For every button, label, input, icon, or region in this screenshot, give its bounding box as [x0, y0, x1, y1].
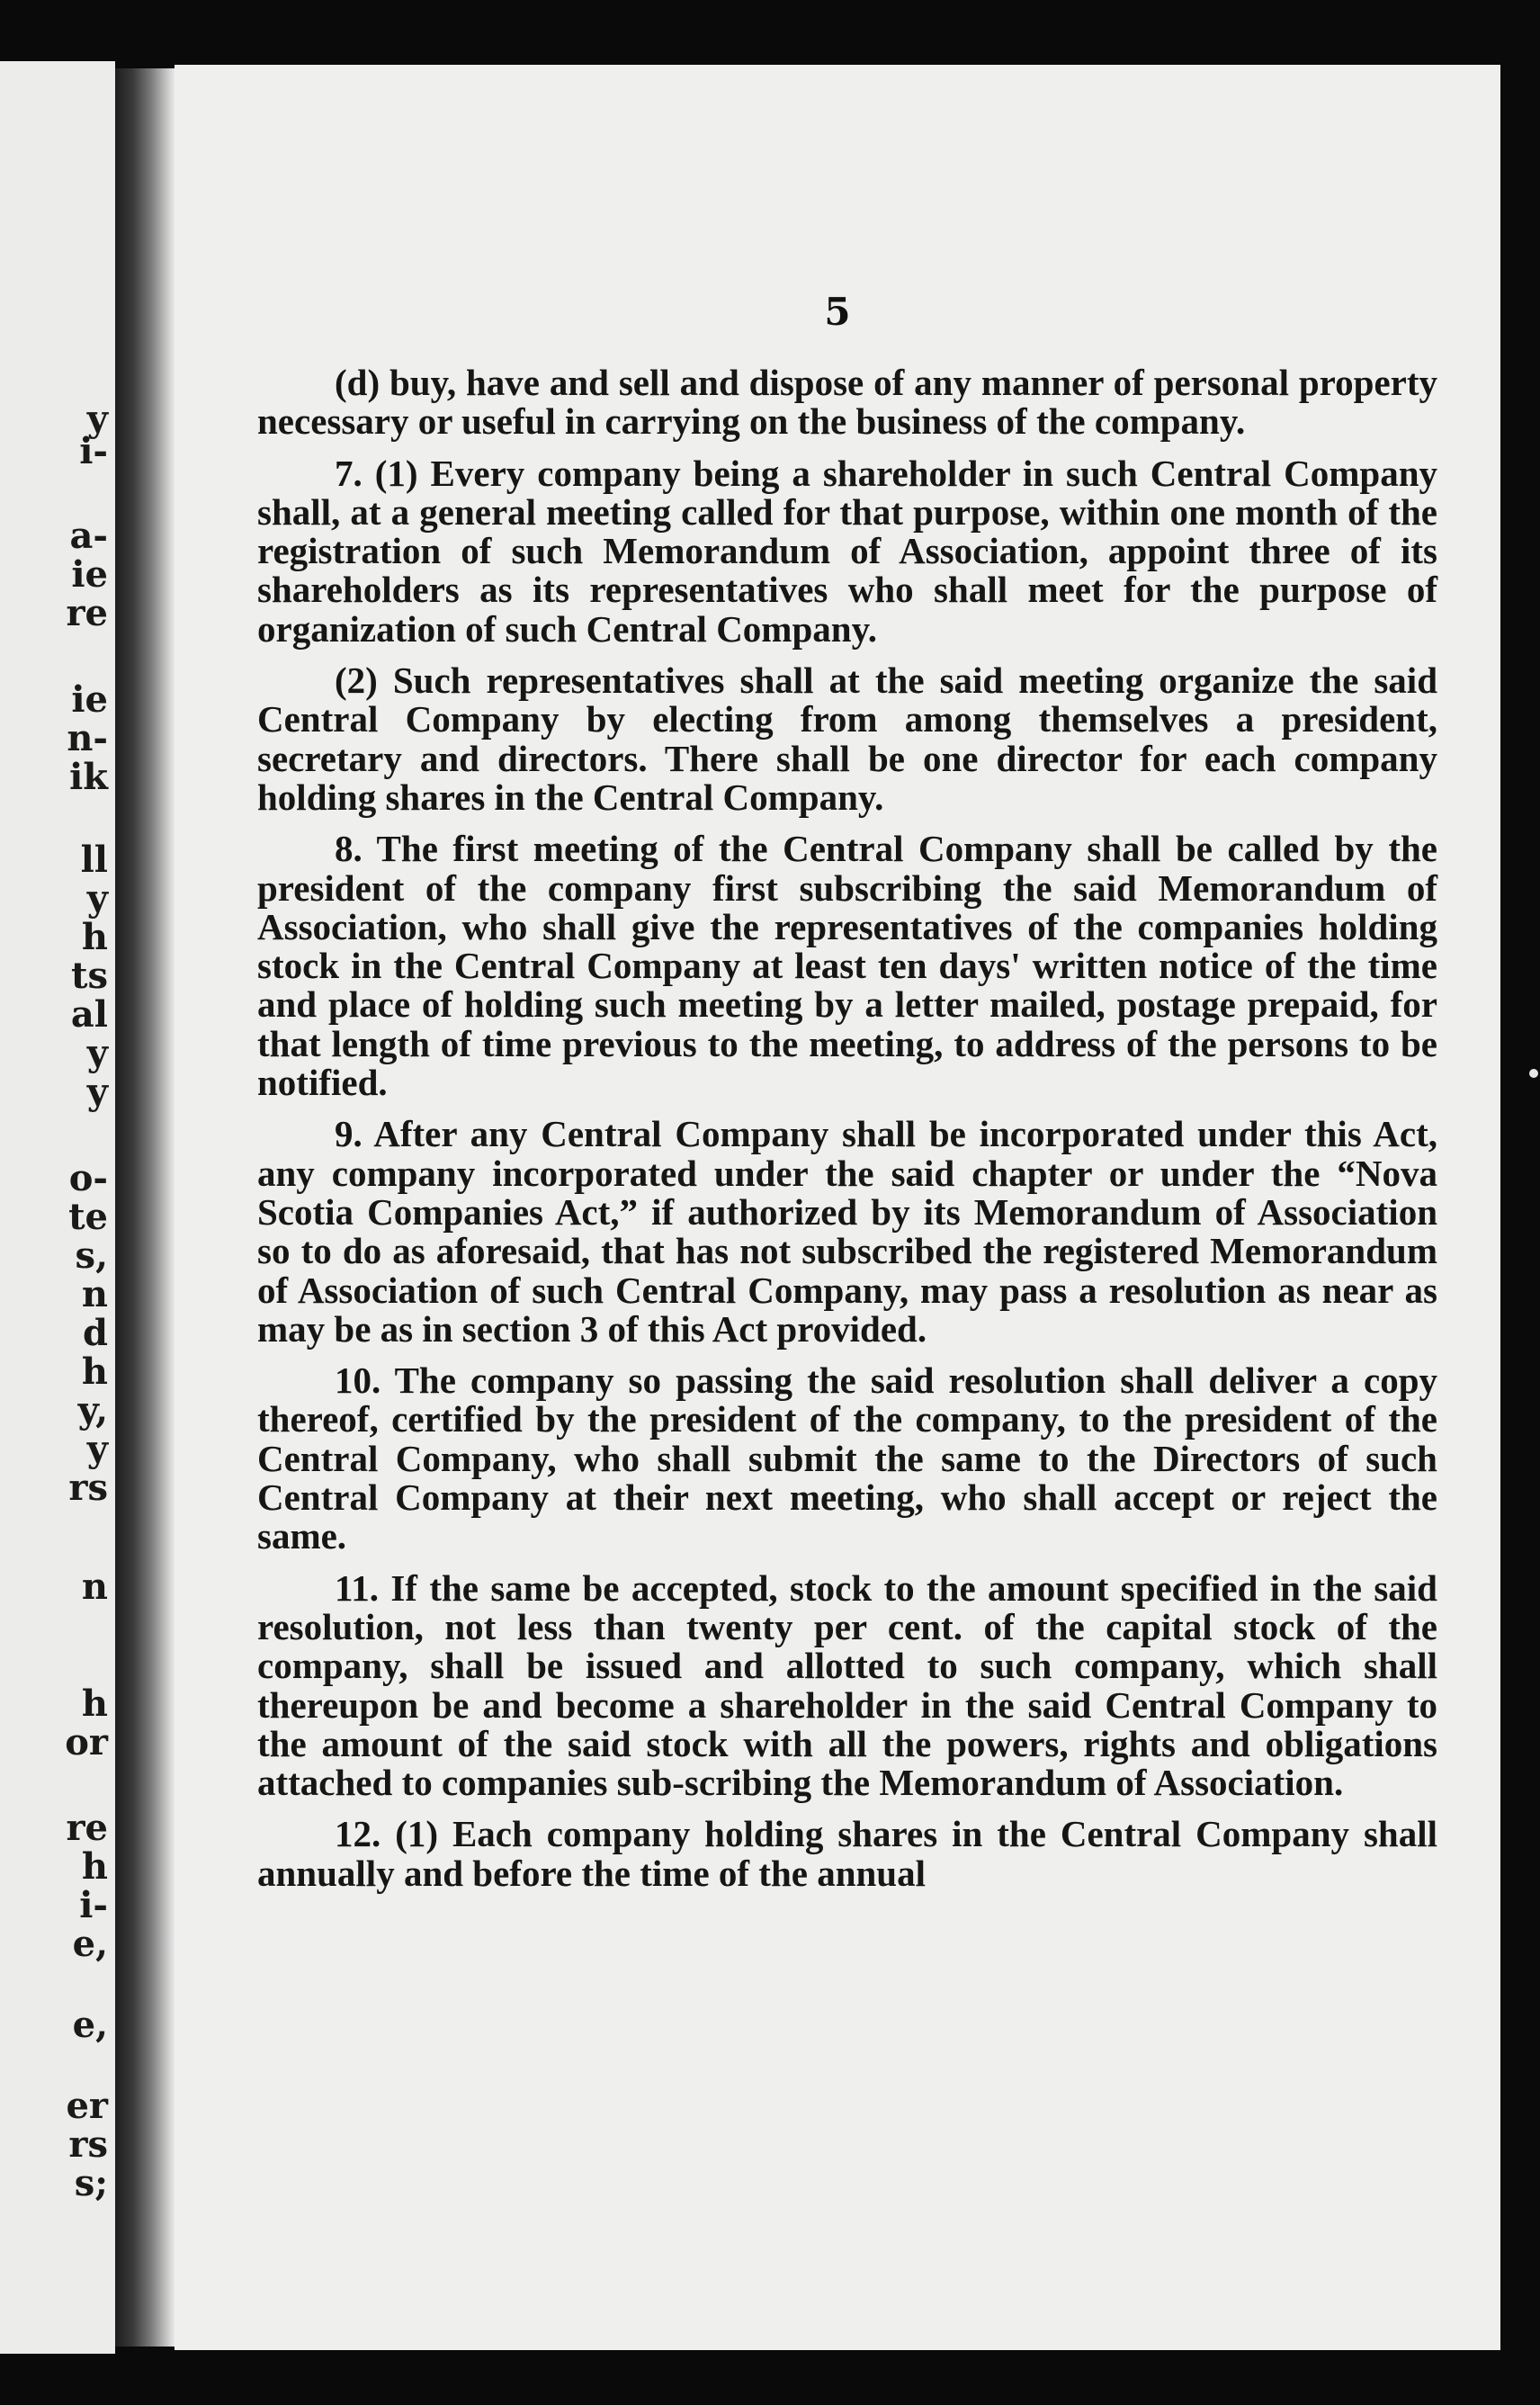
previous-page-fragment — [0, 61, 115, 2354]
margin-fragment: y — [86, 1032, 108, 1074]
margin-fragment: re — [66, 592, 108, 634]
margin-fragment: s; — [74, 2162, 108, 2204]
page-body — [257, 363, 1437, 1893]
margin-fragment: re — [66, 1807, 108, 1849]
margin-fragment: h — [81, 1351, 108, 1393]
margin-fragment: rs — [68, 1467, 108, 1509]
margin-fragment: h — [81, 1845, 108, 1888]
margin-fragment: s, — [75, 1234, 108, 1277]
margin-fragment: y, — [77, 1389, 108, 1431]
margin-fragment: n- — [67, 717, 108, 759]
margin-fragment: al — [70, 993, 108, 1036]
paragraph-section-8: 8. The first meeting of the Central Company shall be called by the president of the company first subscribing the said Memorandum of Association, who shall give the representatives of the companies holding stock in the Central Company at least ten days' written notice of the time and place of holding such meeting by a letter mailed, postage prepaid, for that length of time previous to the meeting, to address of the persons to be notified. — [257, 828, 1437, 1104]
margin-fragment: y — [86, 1071, 108, 1113]
margin-fragment: ie — [71, 553, 108, 596]
margin-fragment: rs — [68, 2123, 108, 2166]
margin-fragment: i- — [79, 430, 108, 472]
margin-fragment: h — [81, 916, 108, 958]
scan-speck — [1529, 1069, 1538, 1078]
margin-fragment: n — [81, 1566, 108, 1608]
margin-fragment: y — [86, 877, 108, 920]
paragraph-section-11: 11. If the same be accepted, stock to the amount specified in the said resolution, not less than twenty per cent. of the capital stock of the company, shall be issued and allotted to such company, which shall thereupon be and become a shareholder in the said Central Company to the amount of the said stock with all the powers, rights and obligations attached to companies sub-scribing the Memorandum of Association. — [257, 1566, 1437, 1804]
margin-fragment: y — [86, 398, 108, 440]
margin-fragment: te — [68, 1196, 108, 1238]
margin-fragment: ie — [71, 678, 108, 721]
page-number: 5 — [824, 290, 851, 334]
paragraph-section-10: 10. The company so passing the said resolution shall deliver a copy thereof, certified by the president of the company, to the president of the Central Company, who shall submit the same to the Directors of such Central Company at their next meeting, who shall accept or reject the same. — [257, 1360, 1437, 1557]
margin-fragment: i- — [79, 1884, 108, 1926]
margin-fragment: y — [86, 1428, 108, 1470]
paragraph-section-7-1: 7. (1) Every company being a shareholder in such Central Company shall, at a general meeting called for that purpose, within one month of the registration of such Memorandum of Association, appoint three of its shareholders as its representatives who shall meet for the purpose of organization of such Central Company. — [257, 452, 1437, 650]
margin-fragment: n — [81, 1273, 108, 1315]
binding-gutter-shadow — [115, 68, 175, 2347]
margin-fragment: or — [65, 1721, 108, 1763]
document-page — [175, 65, 1500, 2350]
margin-fragment: ts — [71, 955, 108, 997]
paragraph-section-12-1: 12. (1) Each company holding shares in the Central Company shall annually and before the time of the annual — [257, 1813, 1437, 1894]
margin-fragment: er — [66, 2085, 108, 2127]
margin-fragment: ik — [69, 756, 108, 798]
margin-fragment: h — [81, 1683, 108, 1725]
paragraph-section-9: 9. After any Central Company shall be incorporated under this Act, any company incorporated under the said chapter or under the “Nova Scotia Companies Act,” if authorized by its Memorandum of Association so to do as aforesaid, that has not subscribed the registered Memorandum of Association of such Central Company, may pass a resolution as near as may be as in section 3 of this Act provided. — [257, 1113, 1437, 1350]
paragraph-section-7-2: (2) Such representatives shall at the said meeting organize the said Central Company by electing from among themselves a president, secretary and directors. There shall be one director for each company holding shares in the Central Company. — [257, 660, 1437, 818]
margin-fragment: e, — [72, 2004, 108, 2046]
margin-fragment: d — [83, 1312, 108, 1354]
margin-fragment: o- — [68, 1157, 108, 1199]
margin-fragment: e, — [72, 1923, 108, 1965]
margin-fragment: ll — [80, 839, 108, 881]
margin-fragment: a- — [69, 515, 108, 557]
paragraph-clause-d: (d) buy, have and sell and dispose of any manner of personal property necessary or useful in carrying on the business of the company. — [257, 362, 1437, 443]
